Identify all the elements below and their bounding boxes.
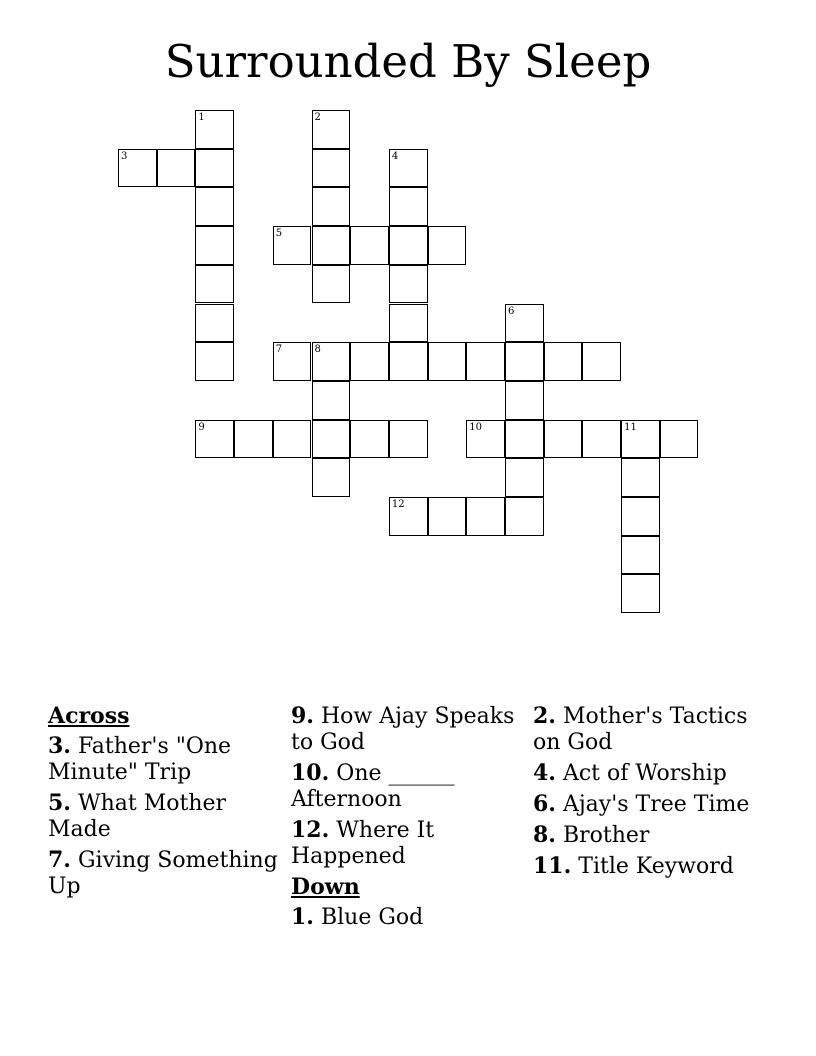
cell-number: 4: [391, 150, 399, 162]
cell-number: 9: [198, 421, 205, 433]
cell-number: 7: [275, 344, 283, 356]
clue-down-4: 4. Act of Worship: [533, 760, 727, 786]
grid-cell[interactable]: [428, 497, 467, 536]
grid-cell[interactable]: [389, 304, 428, 343]
grid-cell[interactable]: [118, 149, 157, 188]
puzzle-title: Surrounded By Sleep: [164, 35, 652, 88]
grid-cell[interactable]: [195, 110, 234, 149]
cell-number: 8: [314, 344, 321, 356]
grid-cell[interactable]: [466, 420, 505, 459]
grid-cell[interactable]: [350, 420, 389, 459]
grid-cell[interactable]: [505, 420, 544, 459]
grid-cell[interactable]: [350, 226, 389, 265]
grid-cell[interactable]: [660, 420, 699, 459]
grid-cell[interactable]: [505, 304, 544, 343]
clue-across-9: 9. How Ajay Speaks to God: [291, 703, 515, 755]
clue-column-2: [291, 703, 526, 935]
grid-cell[interactable]: [389, 342, 428, 381]
clue-down-11: 11. Title Keyword: [533, 853, 734, 879]
grid-cell[interactable]: [505, 342, 544, 381]
grid-cell[interactable]: [389, 226, 428, 265]
grid-cell[interactable]: [350, 342, 389, 381]
grid-cell[interactable]: [466, 342, 505, 381]
grid-cell[interactable]: [273, 342, 312, 381]
cell-number: 12: [391, 499, 405, 510]
cell-number: 5: [275, 228, 283, 240]
grid-cell[interactable]: [621, 458, 660, 497]
grid-cell[interactable]: [621, 497, 660, 536]
grid-cell[interactable]: [312, 342, 351, 381]
grid-cell[interactable]: [157, 149, 196, 188]
cell-number: 3: [121, 150, 128, 162]
grid-cell[interactable]: [273, 420, 312, 459]
clue-across-7: 7. Giving Something Up: [48, 847, 278, 899]
grid-cell[interactable]: [195, 420, 234, 459]
across-heading: Across: [48, 703, 130, 729]
clue-column-3: [533, 703, 768, 884]
clue-down-2: 2. Mother's Tactics on God: [533, 703, 748, 755]
grid-cell[interactable]: [312, 420, 351, 459]
down-heading: Down: [291, 874, 360, 900]
grid-cell[interactable]: [621, 574, 660, 613]
grid-cell[interactable]: [428, 226, 467, 265]
clue-down-6: 6. Ajay's Tree Time: [533, 791, 750, 817]
grid-cell[interactable]: [505, 458, 544, 497]
grid-cell[interactable]: [312, 110, 351, 149]
grid-cell[interactable]: [582, 342, 621, 381]
grid-cell[interactable]: [195, 226, 234, 265]
cell-number: 1: [198, 112, 205, 123]
grid-cell[interactable]: [389, 497, 428, 536]
grid-cell[interactable]: [621, 536, 660, 575]
cell-number: 11: [624, 421, 637, 433]
grid-cell[interactable]: [466, 497, 505, 536]
cell-number: 2: [314, 112, 321, 123]
grid-cell[interactable]: [195, 304, 234, 343]
clue-across-12: 12. Where It Happened: [291, 817, 435, 869]
grid-cell[interactable]: [544, 420, 583, 459]
grid-cell[interactable]: [544, 342, 583, 381]
clue-across-10: 10. One ______ Afternoon: [291, 760, 455, 812]
grid-cell[interactable]: [273, 226, 312, 265]
grid-cell[interactable]: [312, 187, 351, 226]
clue-down-1: 1. Blue God: [291, 904, 424, 930]
grid-cell[interactable]: [312, 265, 351, 304]
grid-cell[interactable]: [505, 381, 544, 420]
cell-number: 6: [508, 305, 515, 317]
grid-cell[interactable]: [389, 149, 428, 188]
grid-cell[interactable]: [389, 265, 428, 304]
grid-cell[interactable]: [195, 149, 234, 188]
cell-number: 10: [469, 421, 483, 433]
grid-cell[interactable]: [312, 226, 351, 265]
grid-cell[interactable]: [312, 458, 351, 497]
clue-across-5: 5. What Mother Made: [48, 790, 227, 842]
grid-cell[interactable]: [428, 342, 467, 381]
grid-cell[interactable]: [195, 265, 234, 304]
clue-column-1: [48, 703, 283, 904]
grid-cell[interactable]: [195, 342, 234, 381]
grid-cell[interactable]: [389, 420, 428, 459]
grid-cell[interactable]: [621, 420, 660, 459]
clue-down-8: 8. Brother: [533, 822, 650, 848]
grid-cell[interactable]: [389, 187, 428, 226]
grid-cell[interactable]: [234, 420, 273, 459]
grid-cell[interactable]: [582, 420, 621, 459]
grid-cell[interactable]: [312, 381, 351, 420]
grid-cell[interactable]: [505, 497, 544, 536]
grid-cell[interactable]: [195, 187, 234, 226]
grid-cell[interactable]: [312, 149, 351, 188]
clue-across-3: 3. Father's "One Minute" Trip: [48, 733, 232, 785]
